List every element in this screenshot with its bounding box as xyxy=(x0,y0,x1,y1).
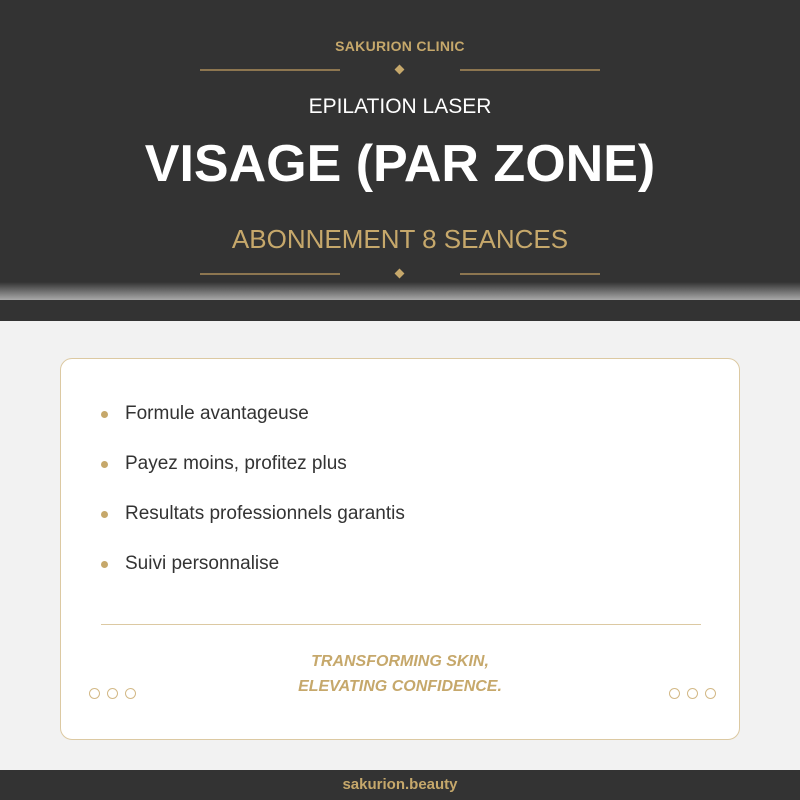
package-name: ABONNEMENT 8 SEANCES xyxy=(231,224,569,254)
feature-text: Payez moins, profitez plus xyxy=(125,453,347,474)
diamond-icon xyxy=(395,269,405,279)
list-item xyxy=(101,439,405,489)
list-item xyxy=(101,489,405,539)
bullet-icon xyxy=(101,411,108,418)
bullet-icon xyxy=(101,561,108,568)
feature-text: Formule avantageuse xyxy=(125,403,309,424)
features-card xyxy=(60,358,740,740)
header-gradient xyxy=(0,282,800,300)
feature-text: Resultats professionnels garantis xyxy=(125,503,405,524)
circles-right-icon xyxy=(669,688,716,699)
circles-left-icon xyxy=(89,688,136,699)
card-divider xyxy=(101,624,701,625)
bottom-divider xyxy=(200,269,600,279)
bullet-icon xyxy=(101,461,108,468)
service-category: EPILATION LASER xyxy=(308,95,492,118)
clinic-name: SAKURION CLINIC xyxy=(335,38,465,54)
list-item xyxy=(101,539,405,589)
diamond-icon xyxy=(395,65,405,75)
bullet-icon xyxy=(101,511,108,518)
tagline-line-2: ELEVATING CONFIDENCE. xyxy=(298,678,502,695)
page-title: VISAGE (PAR ZONE) xyxy=(144,135,656,193)
footer-website: sakurion.beauty xyxy=(0,770,800,800)
feature-text: Suivi personnalise xyxy=(125,553,280,574)
list-item xyxy=(101,389,405,439)
tagline xyxy=(61,649,739,699)
tagline-line-1: TRANSFORMING SKIN, xyxy=(311,653,489,670)
feature-list xyxy=(101,401,405,601)
header-banner xyxy=(0,0,800,321)
top-divider xyxy=(200,65,600,75)
